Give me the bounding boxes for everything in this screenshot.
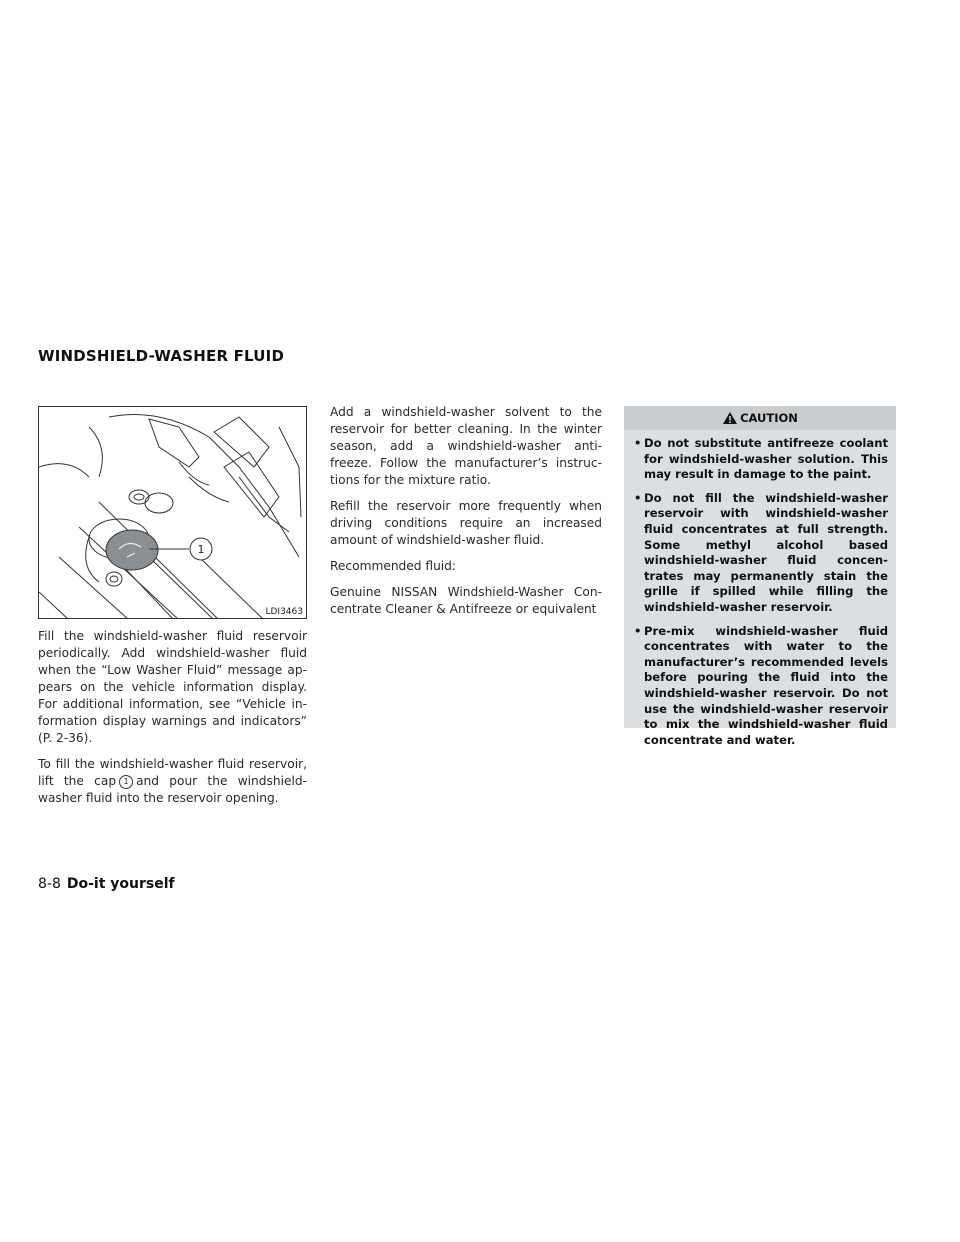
callout-number: 1	[197, 543, 205, 556]
page-number: 8-8	[38, 876, 61, 892]
middle-column	[330, 404, 602, 627]
caution-item-text: Pre-mix windshield-washer fluid concentrates with water to the manufacturer’s recommended levels before pouring the fluid into the windshield-washer reservoir. Do not use the windshield-washer reservoir to mix the windshield-washer fluid concentrate and water.	[644, 623, 888, 747]
warning-icon	[722, 411, 738, 425]
paragraph: Add a windshield-washer solvent to the reservoir for better cleaning. In the winter season, add a windshield-washer anti-freeze. Follow the manufacturer’s instruc-tions for the mixture ratio.	[330, 405, 602, 487]
caution-item-text: Do not substitute antifreeze coolant for windshield-washer solution. This may result in damage to the paint.	[644, 436, 888, 482]
section-name: Do-it yourself	[66, 876, 175, 892]
callout-marker: 1	[119, 775, 133, 789]
bullet-icon: •	[634, 436, 642, 450]
bullet-icon: •	[634, 490, 642, 505]
paragraph: Refill the reservoir more frequently when driving conditions require an increased amount of windshield-washer fluid.	[330, 499, 602, 547]
caution-list	[624, 430, 896, 748]
caution-item	[634, 491, 888, 616]
page-footer	[38, 876, 175, 892]
reservoir-illustration	[38, 406, 307, 619]
caution-item	[634, 624, 888, 749]
paragraph-text: and pour the windshield-washer fluid into the reservoir opening.	[38, 774, 307, 805]
left-column	[38, 628, 307, 816]
bullet-icon: •	[634, 623, 642, 638]
paragraph: Recommended fluid:	[330, 559, 457, 573]
caution-item-text: Do not fill the windshield-washer reservoir with windshield-washer fluid concentrates at full strength. Some methyl alcohol based windshield-washer fluid concen-trates may permanently stain the grille if spilled while filling the windshield-washer reservoir.	[644, 490, 888, 614]
paragraph-text: To fill the windshield-washer fluid reservoir, lift the cap	[38, 757, 307, 788]
caution-box	[624, 406, 896, 747]
paragraph: Genuine NISSAN Windshield-Washer Con-centrate Cleaner & Antifreeze or equivalent	[330, 585, 602, 616]
paragraph: Fill the windshield-washer fluid reservoir periodically. Add windshield-washer fluid when the “Low Washer Fluid” message ap-pears on the vehicle information display. For additional information, see “Vehicle in-formation display warnings and indicators” (P. 2-36).	[38, 629, 307, 745]
caution-header	[624, 406, 896, 430]
figure-code: LDI3463	[265, 607, 303, 617]
section-heading: WINDSHIELD-WASHER FLUID	[38, 347, 285, 365]
caution-item	[634, 436, 888, 483]
caution-title: CAUTION	[740, 411, 798, 425]
paragraph	[38, 756, 307, 807]
engine-bay-drawing	[39, 407, 307, 619]
